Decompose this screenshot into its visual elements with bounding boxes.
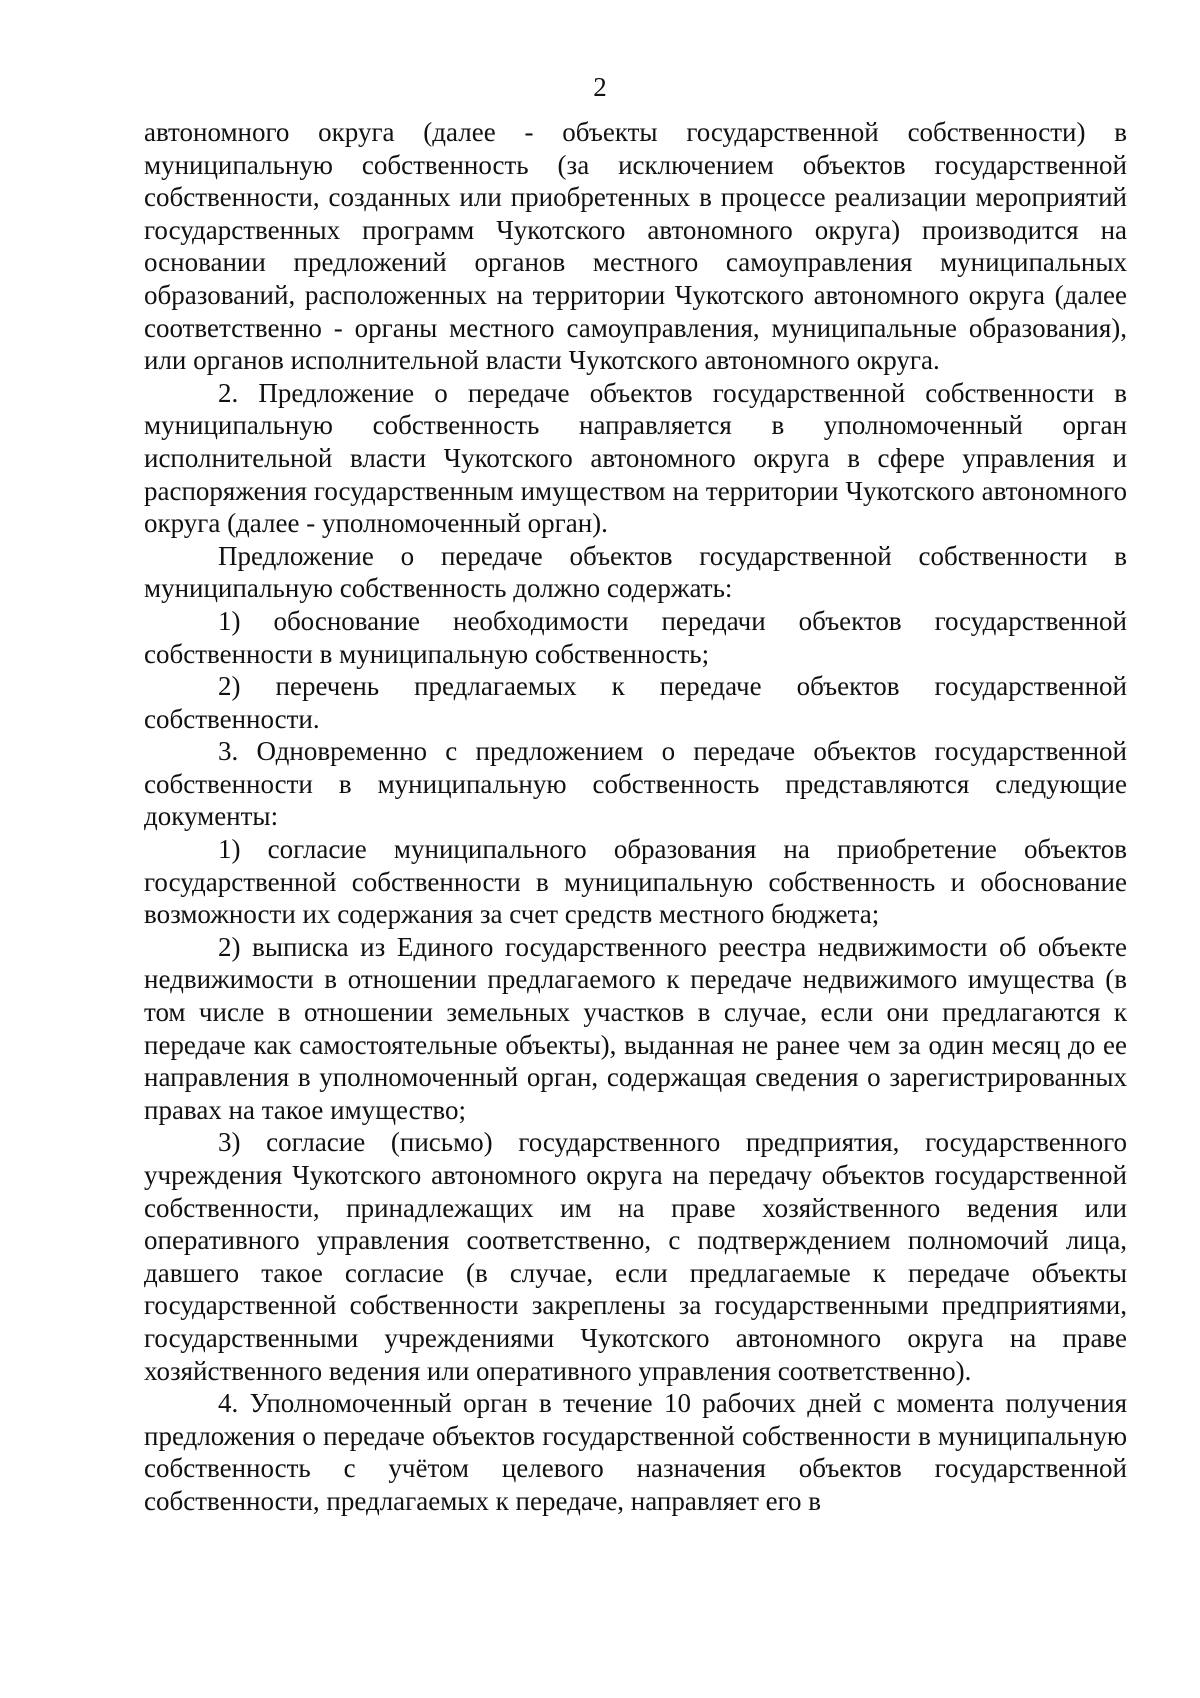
paragraph-clause-3: 3. Одновременно с предложением о передаче объектов государственной собственности в муниципальную собственность представляются следующие документы: — [144, 736, 1127, 832]
list-item-justification: 1) обоснование необходимости передачи объектов государственной собственности в муниципальную собственность; — [144, 605, 1127, 669]
document-body — [144, 116, 1127, 1518]
paragraph-continuation: автономного округа (далее - объекты государственной собственности) в муниципальную собственность (за исключением объектов государственной собственности, созданных или приобретенных в процессе реализации мероприятий государственных программ Чукотского автономного округа) производится на основании предложений органов местного самоуправления муниципальных образований, расположенных на территории Чукотского автономного округа (далее соответственно - органы местного самоуправления, муниципальные образования), или органов исполнительной власти Чукотского автономного округа. — [144, 117, 1127, 376]
paragraph-clause-4: 4. Уполномоченный орган в течение 10 рабочих дней с момента получения предложения о передаче объектов государственной собственности в муниципальную собственность с учётом целевого назначения объектов государственной собственности, предлагаемых к передаче, направляет его в — [144, 1388, 1127, 1516]
list-item-object-list: 2) перечень предлагаемых к передаче объектов государственной собственности. — [144, 671, 1127, 734]
page-number: 2 — [593, 72, 607, 102]
list-item-municipal-consent: 1) согласие муниципального образования на приобретение объектов государственной собственности в муниципальную собственность и обоснование возможности их содержания за счет средств местного бюджета; — [144, 834, 1127, 930]
paragraph-proposal-contents: Предложение о передаче объектов государственной собственности в муниципальную собственность должно содержать: — [144, 540, 1127, 604]
paragraph-clause-2: 2. Предложение о передаче объектов государственной собственности в муниципальную собственность направляется в уполномоченный орган исполнительной власти Чукотского автономного округа в сфере управления и распоряжения государственным имуществом на территории Чукотского автономного округа (далее - уполномоченный орган). — [144, 377, 1127, 539]
list-item-enterprise-consent: 3) согласие (письмо) государственного предприятия, государственного учреждения Чукотского автономного округа на передачу объектов государственной собственности, принадлежащих им на праве хозяйственного ведения или оперативного управления соответственно, с подтверждением полномочий лица, давшего такое согласие (в случае, если предлагаемые к передаче объекты государственной собственности закреплены за государственными предприятиями, государственными учреждениями Чукотского автономного округа на праве хозяйственного ведения или оперативного управления соответственно). — [144, 1127, 1127, 1386]
list-item-registry-extract: 2) выписка из Единого государственного реестра недвижимости об объекте недвижимости в отношении предлагаемого к передаче недвижимого имущества (в том числе в отношении земельных участков в случае, если они предлагаются к передаче как самостоятельные объекты), выданная не ранее чем за один месяц до ее направления в уполномоченный орган, содержащая сведения о зарегистрированных правах на такое имущество; — [144, 931, 1127, 1125]
